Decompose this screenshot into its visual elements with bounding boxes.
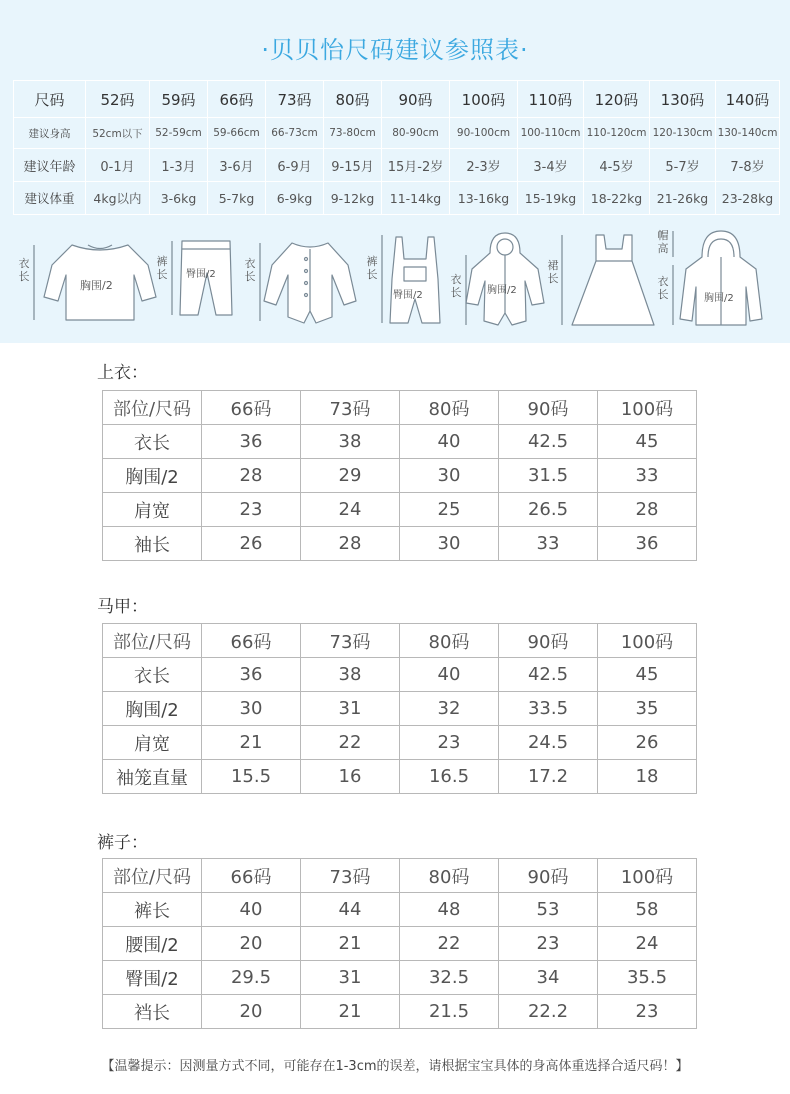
measurement-cell: 20 [202, 927, 301, 961]
size-cell: 80码 [324, 81, 382, 118]
measurement-cell: 31 [301, 961, 400, 995]
dress-length-label: 裙长 [547, 259, 559, 285]
measurement-cell: 42.5 [499, 658, 598, 692]
size-cell: 3-4岁 [518, 149, 584, 182]
size-cell: 3-6月 [208, 149, 266, 182]
jacket-length-label: 衣长 [657, 275, 669, 301]
column-header-part: 部位/尺码 [103, 391, 202, 425]
measurement-cell: 45 [598, 425, 697, 459]
size-cell: 2-3岁 [450, 149, 518, 182]
measurement-cell: 36 [202, 658, 301, 692]
measurement-cell: 32.5 [400, 961, 499, 995]
recommended-size-table [13, 80, 780, 215]
size-cell: 11-14kg [382, 182, 450, 215]
column-header-part: 部位/尺码 [103, 859, 202, 893]
measurement-cell: 24.5 [499, 726, 598, 760]
measurement-cell: 26 [598, 726, 697, 760]
size-cell: 18-22kg [584, 182, 650, 215]
size-row-label: 建议年龄 [14, 149, 86, 182]
measurement-cell: 15.5 [202, 760, 301, 794]
measurement-cell: 35 [598, 692, 697, 726]
size-cell: 15月-2岁 [382, 149, 450, 182]
pants-length-label: 裤长 [156, 255, 168, 281]
dress-diagram [562, 235, 654, 325]
pants-section-title: 裤子： [97, 833, 148, 853]
tops-size-table [102, 390, 697, 561]
measurement-cell: 26.5 [499, 493, 598, 527]
size-row-label: 建议体重 [14, 182, 86, 215]
age-row [14, 149, 780, 182]
table-row [103, 893, 697, 927]
size-cell: 130码 [650, 81, 716, 118]
size-cell: 6-9kg [266, 182, 324, 215]
table-row [103, 425, 697, 459]
column-header-size: 80码 [400, 859, 499, 893]
size-header-row [14, 81, 780, 118]
measurement-cell: 28 [301, 527, 400, 561]
measurement-cell: 32 [400, 692, 499, 726]
measurement-tip: 【温馨提示：因测量方式不同，可能存在1-3cm的误差，请根据宝宝具体的身高体重选择合适尺码！】 [101, 1059, 689, 1074]
measurement-cell: 25 [400, 493, 499, 527]
size-cell: 52码 [86, 81, 150, 118]
table-row [103, 961, 697, 995]
pants-size-table [102, 858, 697, 1029]
measurement-cell: 23 [598, 995, 697, 1029]
measurement-cell: 23 [202, 493, 301, 527]
measurement-cell: 24 [598, 927, 697, 961]
size-cell: 0-1月 [86, 149, 150, 182]
measurement-cell: 16 [301, 760, 400, 794]
measurement-cell: 23 [499, 927, 598, 961]
measurement-cell: 38 [301, 658, 400, 692]
row-label: 肩宽 [103, 726, 202, 760]
row-label: 衣长 [103, 425, 202, 459]
row-label: 肩宽 [103, 493, 202, 527]
measurement-cell: 33.5 [499, 692, 598, 726]
measurement-cell: 33 [499, 527, 598, 561]
vest-size-table [102, 623, 697, 794]
column-header-size: 90码 [499, 391, 598, 425]
measurement-cell: 45 [598, 658, 697, 692]
size-cell: 23-28kg [716, 182, 780, 215]
table-row [103, 692, 697, 726]
size-cell: 73码 [266, 81, 324, 118]
measurement-cell: 29 [301, 459, 400, 493]
size-cell: 90码 [382, 81, 450, 118]
size-cell: 5-7kg [208, 182, 266, 215]
column-header-size: 73码 [301, 624, 400, 658]
measurement-cell: 42.5 [499, 425, 598, 459]
measurement-cell: 44 [301, 893, 400, 927]
top-length-label: 衣长 [18, 257, 30, 283]
column-header-size: 80码 [400, 624, 499, 658]
size-cell: 15-19kg [518, 182, 584, 215]
page-title: ·贝贝怡尺码建议参照表· [261, 36, 529, 64]
jumpsuit-chest-label: 胸围/2 [487, 285, 517, 296]
table-row [103, 726, 697, 760]
column-header-size: 80码 [400, 391, 499, 425]
hooded-jacket-diagram [673, 231, 762, 325]
table-row [103, 493, 697, 527]
table-row [103, 459, 697, 493]
size-cell: 52-59cm [150, 118, 208, 149]
measurement-cell: 48 [400, 893, 499, 927]
table-row [103, 527, 697, 561]
measurement-cell: 38 [301, 425, 400, 459]
size-cell: 1-3月 [150, 149, 208, 182]
table-header-row [103, 624, 697, 658]
size-cell: 110码 [518, 81, 584, 118]
measurement-cell: 22.2 [499, 995, 598, 1029]
measurement-cell: 31.5 [499, 459, 598, 493]
size-cell: 4kg以内 [86, 182, 150, 215]
size-cell: 9-15月 [324, 149, 382, 182]
column-header-size: 90码 [499, 624, 598, 658]
table-row [103, 760, 697, 794]
measurement-cell: 20 [202, 995, 301, 1029]
measurement-cell: 16.5 [400, 760, 499, 794]
measurement-cell: 53 [499, 893, 598, 927]
table-row [103, 995, 697, 1029]
size-cell: 21-26kg [650, 182, 716, 215]
size-cell: 100-110cm [518, 118, 584, 149]
size-row-label: 建议身高 [14, 118, 86, 149]
column-header-size: 90码 [499, 859, 598, 893]
row-label: 腰围/2 [103, 927, 202, 961]
row-label: 袖笼直量 [103, 760, 202, 794]
measurement-cell: 21.5 [400, 995, 499, 1029]
table-header-row [103, 391, 697, 425]
hooded-jumpsuit-diagram [466, 233, 544, 325]
column-header-size: 100码 [598, 624, 697, 658]
measurement-cell: 26 [202, 527, 301, 561]
table-row [103, 927, 697, 961]
size-cell: 130-140cm [716, 118, 780, 149]
overalls-length-label: 裤长 [366, 255, 378, 281]
measurement-cell: 34 [499, 961, 598, 995]
column-header-size: 66码 [202, 391, 301, 425]
row-label: 裤长 [103, 893, 202, 927]
jumpsuit-length-label: 衣长 [450, 273, 462, 299]
size-row-label: 尺码 [14, 81, 86, 118]
column-header-size: 66码 [202, 624, 301, 658]
size-cell: 90-100cm [450, 118, 518, 149]
column-header-part: 部位/尺码 [103, 624, 202, 658]
jacket-chest-label: 胸围/2 [704, 293, 734, 304]
column-header-size: 100码 [598, 391, 697, 425]
measurement-cell: 58 [598, 893, 697, 927]
measurement-cell: 36 [202, 425, 301, 459]
measurement-cell: 40 [202, 893, 301, 927]
row-label: 胸围/2 [103, 692, 202, 726]
size-cell: 73-80cm [324, 118, 382, 149]
measurement-cell: 33 [598, 459, 697, 493]
size-cell: 66-73cm [266, 118, 324, 149]
weight-row [14, 182, 780, 215]
measurement-cell: 29.5 [202, 961, 301, 995]
size-cell: 5-7岁 [650, 149, 716, 182]
measurement-cell: 30 [400, 459, 499, 493]
measurement-cell: 23 [400, 726, 499, 760]
measurement-cell: 28 [598, 493, 697, 527]
size-cell: 80-90cm [382, 118, 450, 149]
row-label: 臀围/2 [103, 961, 202, 995]
measurement-cell: 21 [301, 927, 400, 961]
size-cell: 9-12kg [324, 182, 382, 215]
size-cell: 6-9月 [266, 149, 324, 182]
measurement-cell: 30 [202, 692, 301, 726]
tops-section-title: 上衣： [97, 363, 148, 383]
measurement-cell: 21 [202, 726, 301, 760]
pants-hip-label: 臀围/2 [186, 269, 216, 280]
column-header-size: 73码 [301, 391, 400, 425]
measurement-cell: 30 [400, 527, 499, 561]
size-cell: 59码 [150, 81, 208, 118]
size-cell: 140码 [716, 81, 780, 118]
size-cell: 100码 [450, 81, 518, 118]
overalls-diagram [382, 235, 440, 323]
vest-section-title: 马甲： [97, 597, 148, 617]
measurement-cell: 35.5 [598, 961, 697, 995]
size-cell: 120码 [584, 81, 650, 118]
column-header-size: 73码 [301, 859, 400, 893]
size-cell: 7-8岁 [716, 149, 780, 182]
romper-length-label: 衣长 [244, 257, 256, 283]
hood-height-label: 帽高 [657, 229, 669, 255]
size-cell: 120-130cm [650, 118, 716, 149]
row-label: 袖长 [103, 527, 202, 561]
size-cell: 59-66cm [208, 118, 266, 149]
column-header-size: 66码 [202, 859, 301, 893]
size-cell: 4-5岁 [584, 149, 650, 182]
measurement-cell: 18 [598, 760, 697, 794]
measurement-cell: 40 [400, 425, 499, 459]
measurement-cell: 28 [202, 459, 301, 493]
size-cell: 110-120cm [584, 118, 650, 149]
measurement-cell: 17.2 [499, 760, 598, 794]
row-label: 胸围/2 [103, 459, 202, 493]
top-chest-label: 胸围/2 [80, 279, 113, 292]
measurement-cell: 22 [301, 726, 400, 760]
romper-diagram [260, 243, 356, 323]
overalls-hip-label: 臀围/2 [393, 290, 423, 301]
size-cell: 66码 [208, 81, 266, 118]
size-cell: 3-6kg [150, 182, 208, 215]
height-row [14, 118, 780, 149]
size-cell: 52cm以下 [86, 118, 150, 149]
measurement-cell: 22 [400, 927, 499, 961]
size-cell: 13-16kg [450, 182, 518, 215]
measurement-cell: 36 [598, 527, 697, 561]
row-label: 衣长 [103, 658, 202, 692]
column-header-size: 100码 [598, 859, 697, 893]
table-row [103, 658, 697, 692]
measurement-cell: 40 [400, 658, 499, 692]
table-header-row [103, 859, 697, 893]
measurement-cell: 24 [301, 493, 400, 527]
row-label: 裆长 [103, 995, 202, 1029]
measurement-cell: 21 [301, 995, 400, 1029]
measurement-cell: 31 [301, 692, 400, 726]
garment-diagrams [0, 225, 790, 335]
